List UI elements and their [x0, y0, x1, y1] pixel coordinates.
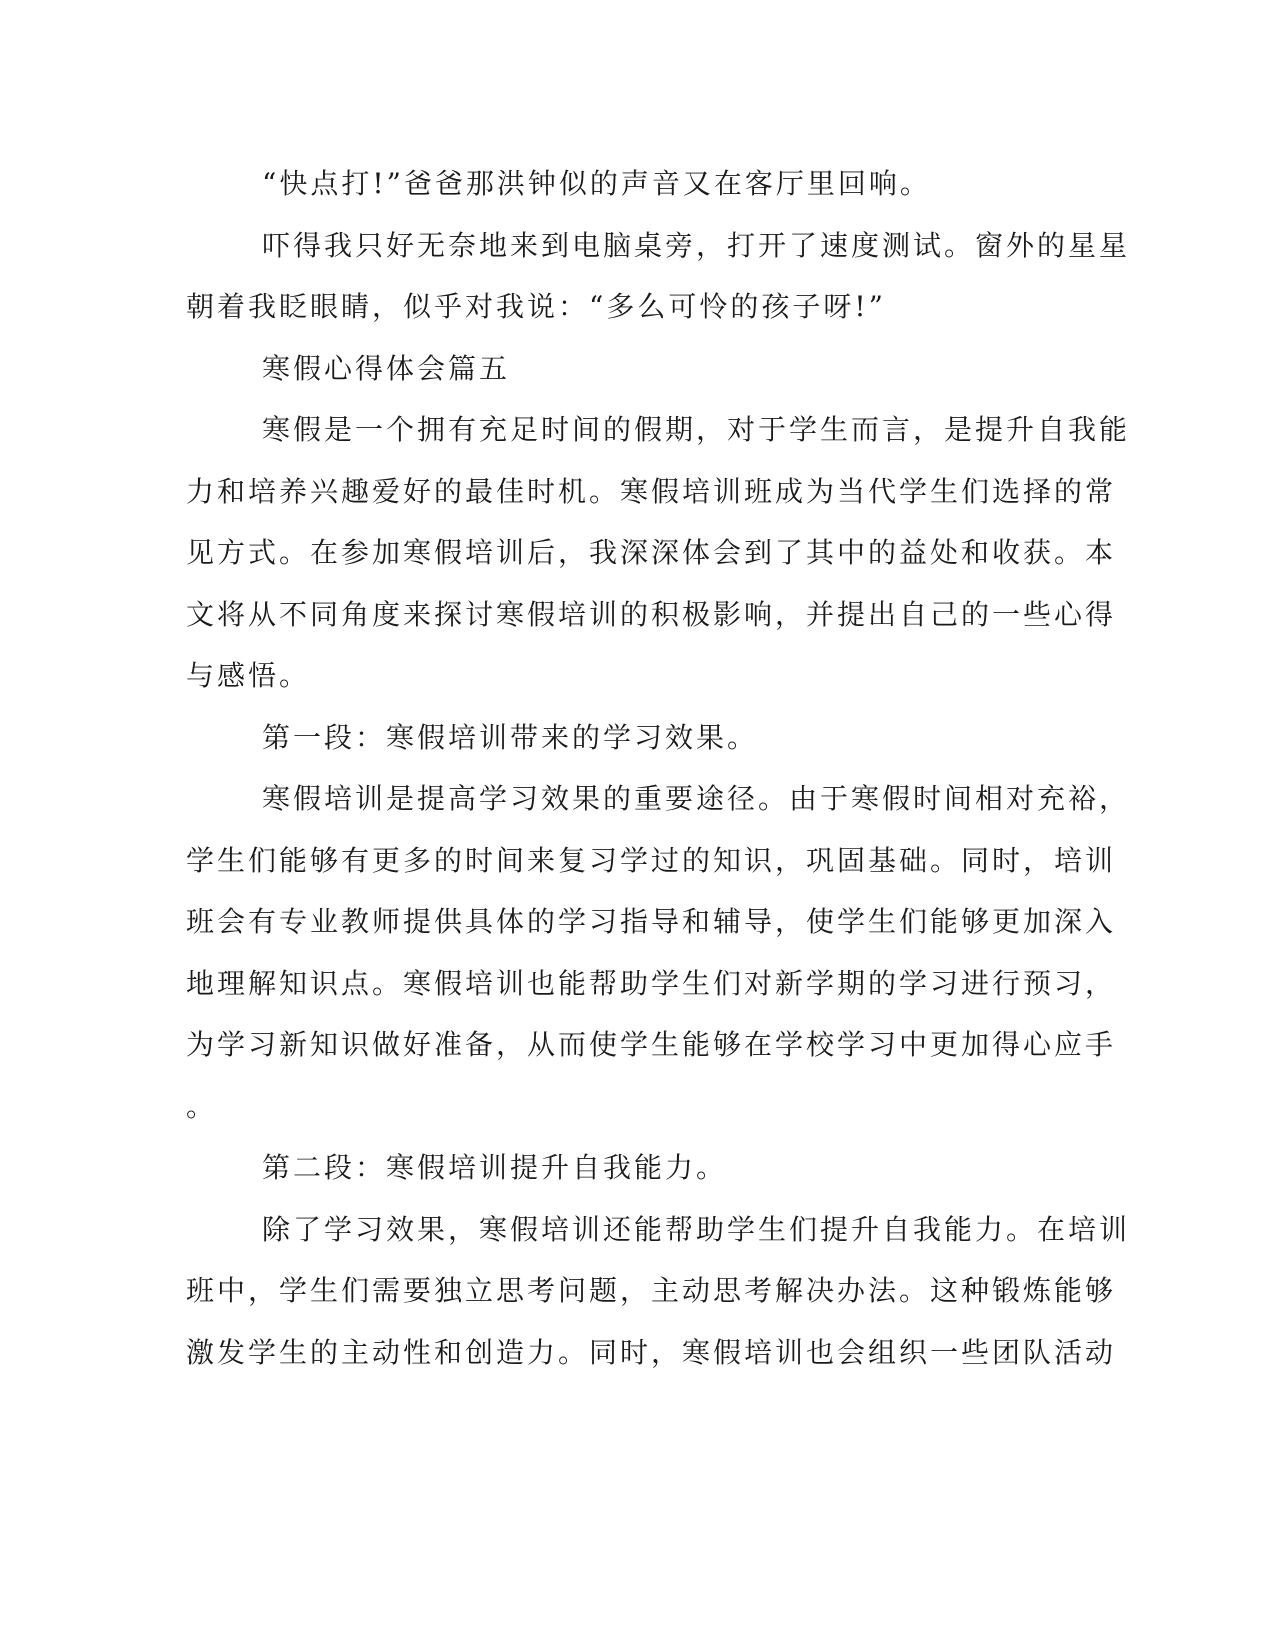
paragraph-line: 学生们能够有更多的时间来复习学过的知识，巩固基础。同时，培训: [186, 843, 1117, 877]
subsection-heading: 第一段：寒假培训带来的学习效果。: [262, 720, 759, 754]
subsection-heading: 第二段：寒假培训提升自我能力。: [262, 1151, 728, 1184]
paragraph-line: 班中，学生们需要独立思考问题，主动思考解决办法。这种锻炼能够: [186, 1274, 1117, 1307]
paragraph-line: 寒假是一个拥有充足时间的假期，对于学生而言，是提升自我能: [262, 413, 1131, 446]
paragraph-line: 地理解知识点。寒假培训也能帮助学生们对新学期的学习进行预习，: [186, 966, 1117, 1000]
paragraph-line: 班会有专业教师提供具体的学习指导和辅导，使学生们能够更加深入: [186, 905, 1117, 938]
paragraph-line: 为学习新知识做好准备，从而使学生能够在学校学习中更加得心应手: [186, 1028, 1117, 1061]
section-heading: 寒假心得体会篇五: [262, 351, 511, 385]
paragraph-line: 。: [186, 1089, 218, 1123]
paragraph-line: 激发学生的主动性和创造力。同时，寒假培训也会组织一些团队活动: [186, 1335, 1117, 1369]
paragraph-line: 力和培养兴趣爱好的最佳时机。寒假培训班成为当代学生们选择的常: [186, 474, 1117, 508]
paragraph-line: 寒假培训是提高学习效果的重要途径。由于寒假时间相对充裕，: [262, 782, 1131, 815]
paragraph-line: “快点打!”爸爸那洪钟似的声音又在客厅里回响。: [262, 167, 931, 200]
paragraph-line: 文将从不同角度来探讨寒假培训的积极影响，并提出自己的一些心得: [186, 597, 1117, 631]
paragraph-line: 与感悟。: [186, 659, 311, 692]
paragraph-line: 除了学习效果，寒假培训还能帮助学生们提升自我能力。在培训: [262, 1212, 1131, 1246]
paragraph-line: 见方式。在参加寒假培训后，我深深体会到了其中的益处和收获。本: [186, 536, 1117, 569]
paragraph-line: 朝着我眨眼睛，似乎对我说：“多么可怜的孩子呀!”: [186, 290, 886, 323]
paragraph-line: 吓得我只好无奈地来到电脑桌旁，打开了速度测试。窗外的星星: [262, 228, 1131, 262]
document-body: [186, 153, 1131, 1383]
